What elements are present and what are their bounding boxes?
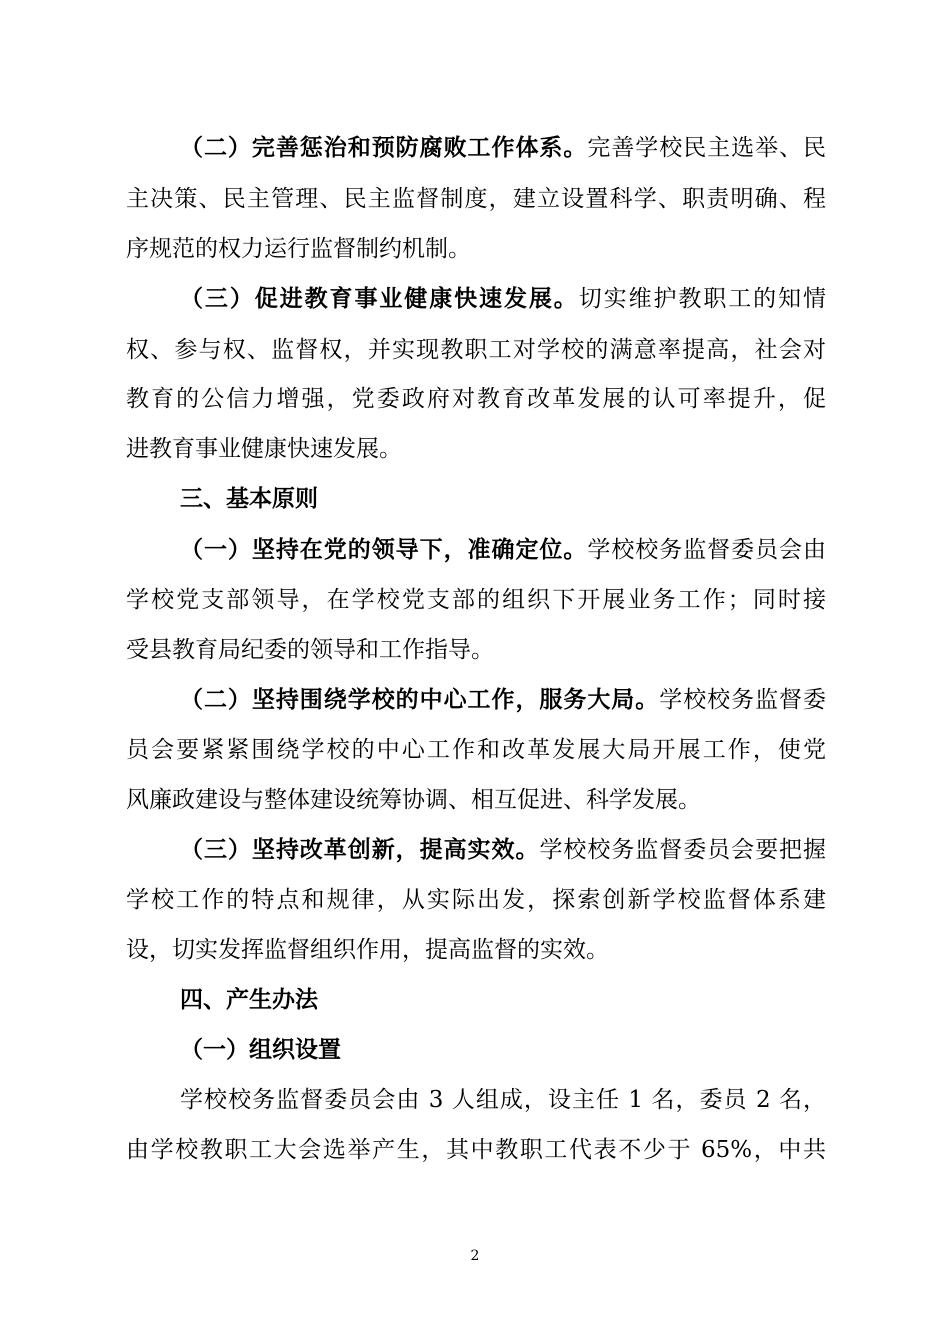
subsection-heading: （一）组织设置 — [180, 1036, 341, 1063]
page-number: 2 — [470, 1248, 480, 1264]
paragraph-line: 进教育事业健康快速发展。 — [126, 436, 402, 462]
paragraph-heading: （三）促进教育事业健康快速发展。 — [180, 285, 579, 312]
paragraph-line: 员会要紧紧围绕学校的中心工作和改革发展大局开展工作，使党 — [126, 737, 826, 763]
paragraph-line: 学校工作的特点和规律，从实际出发，探索创新学校监督体系建 — [126, 887, 826, 913]
paragraph-line: 序规范的权力运行监督制约机制。 — [126, 236, 471, 262]
paragraph-line — [126, 133, 826, 163]
paragraph-text: 学校校务监督委员会要把握 — [539, 837, 827, 863]
paragraph-line: 学校党支部领导，在学校党支部的组织下开展业务工作；同时接 — [126, 587, 826, 613]
paragraph-line — [126, 685, 826, 715]
paragraph-text: 完善学校民主选举、民 — [587, 135, 827, 161]
paragraph-text: 切实维护教职工的知情 — [578, 286, 827, 312]
paragraph-line: 设，切实发挥监督组织作用，提高监督的实效。 — [126, 937, 609, 963]
paragraph-heading: （二）完善惩治和预防腐败工作体系。 — [180, 134, 588, 161]
paragraph-line: 权、参与权、监督权，并实现教职工对学校的满意率提高，社会对 — [126, 337, 826, 363]
paragraph-line — [126, 835, 826, 865]
paragraph-text: 学校校务监督委 — [659, 687, 827, 713]
paragraph-line: 由学校教职工大会选举产生，其中教职工代表不少于 65%，中共 — [126, 1137, 826, 1163]
paragraph-line — [126, 535, 826, 565]
paragraph-line: 受县教育局纪委的领导和工作指导。 — [126, 637, 494, 663]
section-heading: 三、基本原则 — [180, 485, 318, 512]
paragraph-line: 主决策、民主管理、民主监督制度，建立设置科学、职责明确、程 — [126, 186, 826, 212]
paragraph-text: 学校校务监督委员会由 — [587, 537, 827, 563]
paragraph-line: 教育的公信力增强，党委政府对教育改革发展的认可率提升，促 — [126, 386, 826, 412]
paragraph-heading: （三）坚持改革创新，提高实效。 — [180, 836, 540, 863]
paragraph-heading: （一）坚持在党的领导下，准确定位。 — [180, 536, 588, 563]
paragraph-heading: （二）坚持围绕学校的中心工作，服务大局。 — [180, 686, 660, 713]
paragraph-text: 学校校务监督委员会由 3 人组成，设主任 1 名，委员 2 名， — [180, 1087, 826, 1113]
paragraph-line — [126, 1085, 826, 1115]
paragraph-line — [126, 284, 826, 314]
section-heading: 四、产生办法 — [180, 986, 318, 1013]
paragraph-line: 风廉政建设与整体建设统筹协调、相互促进、科学发展。 — [126, 787, 701, 813]
